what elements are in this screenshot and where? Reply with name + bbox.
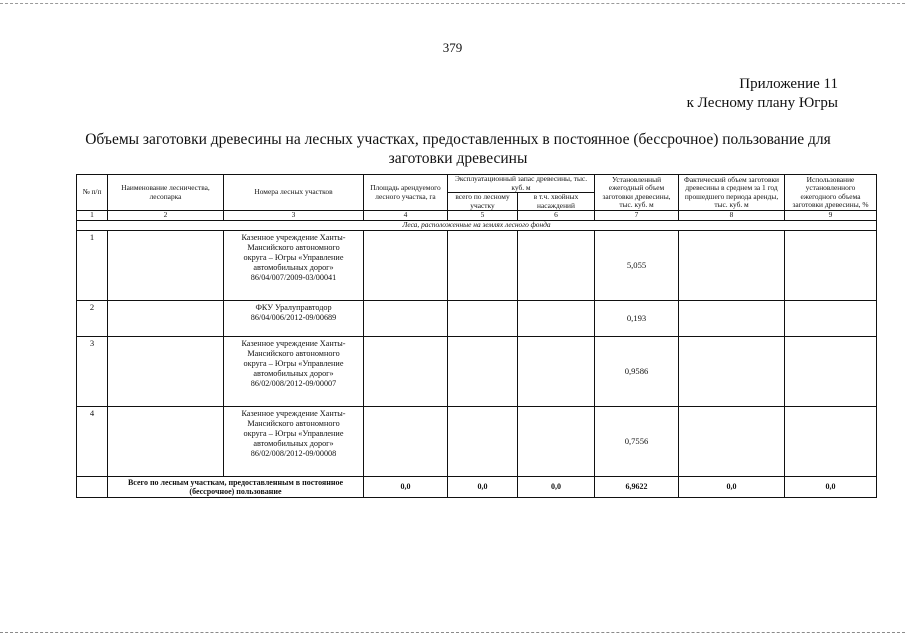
reserve-conifer-cell xyxy=(518,336,595,406)
total-actual-volume: 0,0 xyxy=(679,476,785,497)
usage-cell xyxy=(785,336,877,406)
row-index: 2 xyxy=(77,300,108,336)
total-reserve-total: 0,0 xyxy=(448,476,518,497)
area-cell xyxy=(364,230,448,300)
page-number: 379 xyxy=(442,40,463,55)
column-number: 8 xyxy=(679,211,785,221)
reserve-conifer-cell xyxy=(518,406,595,476)
established-volume-cell: 0,9586 xyxy=(595,336,679,406)
column-number: 7 xyxy=(595,211,679,221)
header-num: № п/п xyxy=(77,175,108,211)
plots-line: 86/04/006/2012-09/00689 xyxy=(250,312,337,322)
reserve-total-cell xyxy=(448,300,518,336)
harvest-volume-table xyxy=(76,174,877,498)
row-index: 1 xyxy=(77,230,108,300)
usage-cell xyxy=(785,300,877,336)
usage-cell xyxy=(785,230,877,300)
area-cell xyxy=(364,406,448,476)
appendix-line-1: Приложение 11 xyxy=(739,76,838,92)
plots-line: автомобильных дорог» xyxy=(253,368,334,378)
actual-volume-cell xyxy=(679,406,785,476)
reserve-conifer-cell xyxy=(518,230,595,300)
title-line-2: заготовки древесины xyxy=(388,150,528,167)
header-reserve-conifer: в т.ч. хвойных насаждений xyxy=(518,193,595,211)
header-area: Площадь арендуемого лесного участка, га xyxy=(364,175,448,211)
area-cell xyxy=(364,336,448,406)
plots-line: 86/04/007/2009-03/00041 xyxy=(250,272,337,282)
column-number: 3 xyxy=(224,211,364,221)
appendix-heading xyxy=(687,75,838,113)
established-volume-cell: 0,193 xyxy=(595,300,679,336)
table-row xyxy=(77,336,877,406)
title-line-1: Объемы заготовки древесины на лесных участках, предоставленных в постоянное (бессрочное) пользование для xyxy=(85,131,831,148)
forestry-cell xyxy=(108,336,224,406)
plots-line: Мансийского автономного xyxy=(247,242,340,252)
header-plots: Номера лесных участков xyxy=(224,175,364,211)
plots-line: Мансийского автономного xyxy=(247,418,340,428)
header-actual-volume: Фактический объем заготовки древесины в среднем за 1 год прошедшего периода аренды, тыс. куб. м xyxy=(679,175,785,211)
area-cell xyxy=(364,300,448,336)
total-established-volume: 6,9622 xyxy=(595,476,679,497)
total-area: 0,0 xyxy=(364,476,448,497)
reserve-conifer-cell xyxy=(518,300,595,336)
header-established-volume: Установленный ежегодный объем заготовки древесины, тыс. куб. м xyxy=(595,175,679,211)
scan-bottom-edge xyxy=(0,632,905,634)
plots-line: автомобильных дорог» xyxy=(253,262,334,272)
plots-cell xyxy=(224,336,364,406)
total-blank-cell xyxy=(77,476,108,497)
established-volume-cell: 0,7556 xyxy=(595,406,679,476)
plots-line: округа – Югры «Управление xyxy=(243,252,344,262)
section-title: Леса, расположенные на землях лесного фонда xyxy=(77,220,877,230)
total-label: Всего по лесным участкам, предоставленным в постоянное (бессрочное) пользование xyxy=(108,476,364,497)
actual-volume-cell xyxy=(679,336,785,406)
forestry-cell xyxy=(108,230,224,300)
appendix-line-2: к Лесному плану Югры xyxy=(686,95,838,111)
reserve-total-cell xyxy=(448,230,518,300)
reserve-total-cell xyxy=(448,406,518,476)
plots-cell xyxy=(224,300,364,336)
actual-volume-cell xyxy=(679,230,785,300)
reserve-total-cell xyxy=(448,336,518,406)
usage-cell xyxy=(785,406,877,476)
plots-line: округа – Югры «Управление xyxy=(243,428,344,438)
column-number: 5 xyxy=(448,211,518,221)
established-volume-cell: 5,055 xyxy=(595,230,679,300)
column-number: 4 xyxy=(364,211,448,221)
total-reserve-conifer: 0,0 xyxy=(518,476,595,497)
actual-volume-cell xyxy=(679,300,785,336)
document-title xyxy=(78,130,838,168)
scan-top-edge xyxy=(0,0,905,4)
plots-line: округа – Югры «Управление xyxy=(243,358,344,368)
header-forestry: Наименование лесничества, лесопарка xyxy=(108,175,224,211)
plots-line: автомобильных дорог» xyxy=(253,438,334,448)
row-index: 3 xyxy=(77,336,108,406)
row-index: 4 xyxy=(77,406,108,476)
plots-line: Казенное учреждение Ханты- xyxy=(241,408,346,418)
column-number: 1 xyxy=(77,211,108,221)
column-number: 2 xyxy=(108,211,224,221)
header-reserve-group: Эксплуатационный запас древесины, тыс. куб. м xyxy=(448,175,595,193)
plots-line: 86/02/008/2012-09/00007 xyxy=(250,378,337,388)
total-row xyxy=(77,476,877,497)
column-number: 6 xyxy=(518,211,595,221)
plots-line: 86/02/008/2012-09/00008 xyxy=(250,448,337,458)
forestry-cell xyxy=(108,406,224,476)
plots-cell xyxy=(224,230,364,300)
header-reserve-total: всего по лесному участку xyxy=(448,193,518,211)
total-usage: 0,0 xyxy=(785,476,877,497)
plots-line: Мансийского автономного xyxy=(247,348,340,358)
table-row xyxy=(77,230,877,300)
plots-line: ФКУ Уралуправтодор xyxy=(255,302,332,312)
forestry-cell xyxy=(108,300,224,336)
plots-line: Казенное учреждение Ханты- xyxy=(241,338,346,348)
table-row xyxy=(77,300,877,336)
column-number: 9 xyxy=(785,211,877,221)
header-usage-percent: Использование установленного ежегодного объема заготовки древесины, % xyxy=(785,175,877,211)
plots-line: Казенное учреждение Ханты- xyxy=(241,232,346,242)
plots-cell xyxy=(224,406,364,476)
table-row xyxy=(77,406,877,476)
